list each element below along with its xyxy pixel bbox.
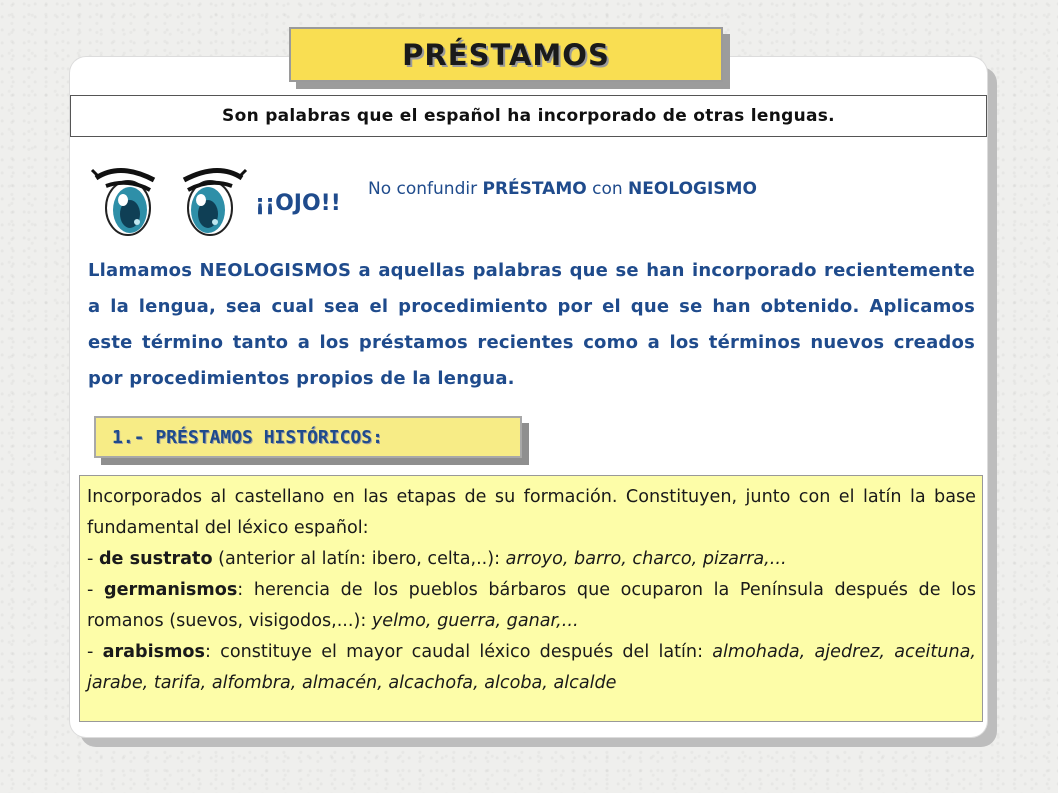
item-term: de sustrato <box>98 549 213 569</box>
warning-term-neologismo: NEOLOGISMO <box>628 179 757 199</box>
warning-text <box>368 179 757 199</box>
warning-label: ¡¡OJO!! <box>255 191 341 216</box>
item-dash: - <box>87 549 99 569</box>
definition-text: Son palabras que el español ha incorporado de otras lenguas. <box>222 106 835 126</box>
item-examples: arroyo, barro, charco, pizarra,... <box>505 549 787 569</box>
item-desc: (anterior al latín: ibero, celta,..): <box>212 549 506 569</box>
section-heading: 1.- PRÉSTAMOS HISTÓRICOS: <box>112 426 383 448</box>
warning-prefix: No confundir <box>368 179 483 199</box>
anime-eyes-icon <box>90 156 248 246</box>
page-title: PRÉSTAMOS <box>402 37 610 72</box>
definition-box <box>70 95 987 137</box>
list-item-arabismos <box>87 637 976 699</box>
item-term: arabismos <box>102 642 205 662</box>
section-heading-box <box>94 416 522 458</box>
historicos-intro: Incorporados al castellano en las etapas de su formación. Constituyen, junto con el latín la base fundamental del léxico español: <box>87 487 976 538</box>
warning-middle: con <box>586 179 629 199</box>
item-term: germanismos <box>103 580 238 600</box>
list-item-germanismos <box>87 575 976 637</box>
historicos-content-box <box>79 475 983 722</box>
item-desc: : herencia de los pueblos bárbaros que ocuparon la Península después de los romanos (suevos, visigodos,...): <box>87 580 976 631</box>
title-banner <box>289 27 723 82</box>
item-examples: almohada, ajedrez, aceituna, jarabe, tarifa, alfombra, almacén, alcachofa, alcoba, alcalde <box>87 642 976 693</box>
warning-term-prestamo: PRÉSTAMO <box>482 179 587 199</box>
item-examples: yelmo, guerra, ganar,... <box>371 611 579 631</box>
neologismos-paragraph: Llamamos NEOLOGISMOS a aquellas palabras que se han incorporado recientemente a la lengua, sea cual sea el procedimiento por el que se han obtenido. Aplicamos este término tanto a los préstamos recientes como a los términos nuevos creados por procedimientos propios de la lengua. <box>88 260 975 389</box>
item-dash: - <box>87 642 103 662</box>
list-item-sustrato <box>87 544 976 575</box>
item-desc: : constituye el mayor caudal léxico después del latín: <box>205 642 713 662</box>
item-dash: - <box>87 580 104 600</box>
